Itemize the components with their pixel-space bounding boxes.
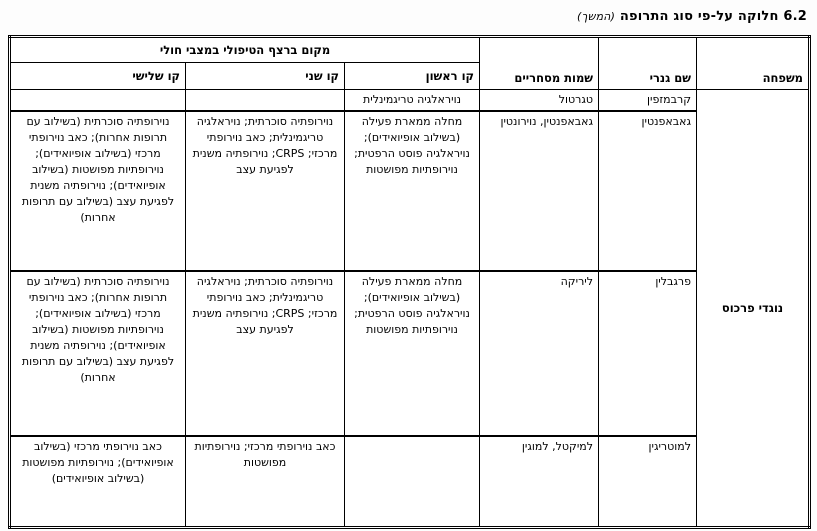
trade-names-cell: למיקטל, למוגין xyxy=(480,436,599,528)
header-treatment-sequence: מקום ברצף הטיפולי במצבי חולי xyxy=(9,37,479,63)
table-row xyxy=(9,271,809,436)
first-line-cell: מחלה ממארת פעילה (בשילוב אופיואידים); נויראלגיה פוסט הרפטית; נוירופתיות מפושטות xyxy=(345,111,480,271)
continuation-note: (המשך) xyxy=(577,10,616,23)
first-line-cell: נויראלגיה טריגמינלית xyxy=(345,90,480,111)
header-third-line: קו שלישי xyxy=(9,63,185,90)
generic-name-cell: גאבאפנטין xyxy=(599,111,697,271)
trade-names-cell: טגרטול xyxy=(480,90,599,111)
third-line-cell: כאב נוירופתי מרכזי (בשילוב אופיואידים); נוירופתיות מפושטות (בשילוב אופיואידים) xyxy=(9,436,185,528)
header-second-line: קו שני xyxy=(186,63,345,90)
trade-names-cell: ליריקה xyxy=(480,271,599,436)
third-line-cell xyxy=(9,90,185,111)
header-generic-name: שם גנרי xyxy=(599,37,697,90)
generic-name-cell: קרבמזפין xyxy=(599,90,697,111)
section-number: 6.2 xyxy=(783,9,807,24)
second-line-cell: נוירופתיה סוכרתית; נויראלגיה טריגמינלית; כאב נוירופתי מרכזי; CRPS; נוירופתיה משנית לפגיעת עצב xyxy=(186,111,345,271)
third-line-cell: נוירופתיה סוכרתית (בשילוב עם תרופות אחרות); כאב נוירופתי מרכזי (בשילוב אופיואידים); נוירופתיות מפושטות (בשילוב אופיואידים); נוירופתיה משנית לפגיעת עצב (בשילוב עם תרופות אחרות) xyxy=(9,271,185,436)
table-row xyxy=(9,111,809,271)
generic-name-cell: פרגבלין xyxy=(599,271,697,436)
second-line-cell: נוירופתיה סוכרתית; נויראלגיה טריגמינלית; כאב נוירופתי מרכזי; CRPS; נוירופתיה משנית לפגיעת עצב xyxy=(186,271,345,436)
trade-names-cell: גאבאפנטין, נוירונטין xyxy=(480,111,599,271)
header-family: משפחה xyxy=(697,37,810,90)
second-line-cell xyxy=(186,90,345,111)
header-row-top xyxy=(9,37,809,63)
section-title-text: חלוקה על-פי סוג התרופה xyxy=(619,9,779,24)
first-line-cell xyxy=(345,436,480,528)
header-first-line: קו ראשון xyxy=(345,63,480,90)
drug-classification-table xyxy=(8,35,811,529)
header-trade-names: שמות מסחריים xyxy=(480,37,599,90)
table-row xyxy=(9,90,809,111)
generic-name-cell: למוטריגין xyxy=(599,436,697,528)
third-line-cell: נוירופתיה סוכרתית (בשילוב עם תרופות אחרות); כאב נוירופתי מרכזי (בשילוב אופיואידים); נוירופתיות מפושטות (בשילוב אופיואידים); נוירופתיה משנית לפגיעת עצב (בשילוב עם תרופות אחרות) xyxy=(9,111,185,271)
table-row xyxy=(9,436,809,528)
family-group-cell: נוגדי פרכוס xyxy=(697,90,810,528)
table-header xyxy=(9,37,809,90)
first-line-cell: מחלה ממארת פעילה (בשילוב אופיואידים); נויראלגיה פוסט הרפטית; נוירופתיות מפושטות xyxy=(345,271,480,436)
second-line-cell: כאב נוירופתי מרכזי; נוירופתיות מפושטות xyxy=(186,436,345,528)
section-title xyxy=(7,7,811,24)
